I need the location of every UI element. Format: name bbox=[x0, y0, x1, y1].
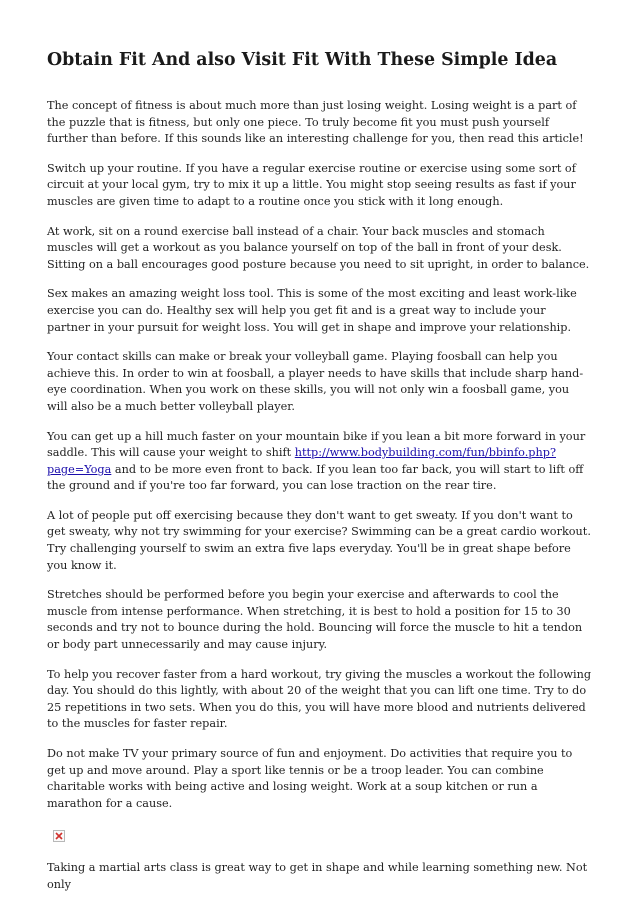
embedded-image bbox=[47, 825, 592, 860]
bodybuilding-link[interactable]: http://www.bodybuilding.com/fun/bbinfo.php?page=Yoga bbox=[47, 446, 556, 476]
paragraph-text-after-link: and to be more even front to back. If you lean too far back, you will start to lift off the ground and if you're too far forward, you can lose traction on the rear tire. bbox=[47, 462, 584, 493]
page-title: Obtain Fit And also Visit Fit With These Simple Idea bbox=[47, 50, 558, 70]
paragraph: At work, sit on a round exercise ball instead of a chair. Your back muscles and stomach muscles will get a workout as you balance yourself on top of the ball in front of your desk. Sitting on a ball encourages good posture because you need to sit upright, in order to balance. bbox=[47, 224, 590, 271]
paragraph: Do not make TV your primary source of fun and enjoyment. Do activities that require you to get up and move around. Play a sport like tennis or be a troop leader. You can combine charitable works with being active and losing weight. Work at a soup kitchen or run a marathon for a cause. bbox=[47, 747, 573, 810]
broken-image-icon bbox=[53, 830, 65, 842]
paragraph: The concept of fitness is about much more than just losing weight. Losing weight is a part of the puzzle that is fitness, but only one piece. To truly become fit you must push yourself further than before. If this sounds like an interesting challenge for you, then read this article! bbox=[47, 99, 584, 146]
paragraph: Stretches should be performed before you begin your exercise and afterwards to cool the muscle from intense performance. When stretching, it is best to hold a position for 15 to 30 seconds and try not to bounce during the hold. Bouncing will force the muscle to hit a tendon or body part unnecessarily and may cause injury. bbox=[47, 588, 583, 652]
paragraph: Taking a martial arts class is great way to get in shape and while learning something new. Not only bbox=[47, 861, 588, 891]
paragraph-with-link bbox=[47, 429, 592, 495]
paragraph: Switch up your routine. If you have a regular exercise routine or exercise using some sort of circuit at your local gym, try to mix it up a little. You might stop seeing results as fast if your muscles are given time to adapt to a routine once you stick with it long enough. bbox=[47, 161, 576, 208]
broken-image-cross-icon bbox=[55, 832, 63, 840]
paragraph-text-before-link: You can get up a hill much faster on your mountain bike if you lean a bit more forward in your saddle. This will cause your weight to shift bbox=[47, 429, 586, 460]
paragraph: A lot of people put off exercising because they don't want to get sweaty. If you don't want to get sweaty, why not try swimming for your exercise? Swimming can be a great cardio workout. Try challenging yourself to swim an extra five laps everyday. You'll be in great shape before you know it. bbox=[47, 508, 591, 572]
paragraph: Your contact skills can make or break your volleyball game. Playing foosball can help you achieve this. In order to win at foosball, a player needs to have skills that include sharp hand-eye coordination. When you work on these skills, you will not only win a foosball game, you will also be a much better volleyball player. bbox=[47, 350, 584, 413]
paragraph: To help you recover faster from a hard workout, try giving the muscles a workout the following day. You should do this lightly, with about 20 of the weight that you can lift one time. Try to do 25 repetitions in two sets. When you do this, you will have more blood and nutrients delivered to the muscles for faster repair. bbox=[47, 667, 592, 731]
paragraph: Sex makes an amazing weight loss tool. This is some of the most exciting and least work-like exercise you can do. Healthy sex will help you get fit and is a great way to include your partner in your pursuit for weight loss. You will get in shape and improve your relationship. bbox=[47, 287, 577, 334]
